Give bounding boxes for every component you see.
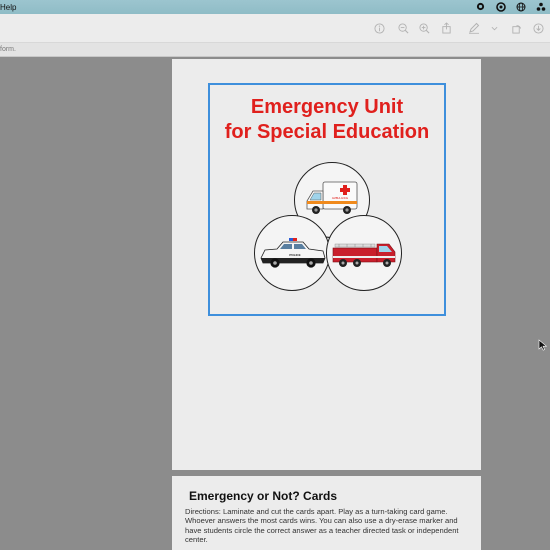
police-lettering: POLICE [289,253,301,257]
police-car-icon [255,216,330,291]
rotate-icon[interactable] [508,20,524,36]
menu-help[interactable]: Help [0,2,17,12]
zoom-out-icon[interactable] [395,20,411,36]
info-icon[interactable] [371,20,387,36]
cover-frame [208,83,446,316]
status-icons [475,1,546,12]
cover-title-line-1: Emergency Unit [250,96,404,118]
ambulance-lettering: AMBULANCE [331,197,349,200]
loop-icon[interactable] [495,1,506,12]
mouse-pointer-icon [538,339,548,351]
page2-directions: Directions: Laminate and cut the cards apart. Play as a turn-taking card game. Whoever answers the most cards wins. You can also use a dry-erase marker and have students circle the correct answer as a teacher directed task or independent center. [185,507,459,544]
globe-icon[interactable] [515,1,526,12]
cover-title [210,95,444,145]
chevron-down-icon[interactable] [486,20,502,36]
record-icon[interactable] [475,1,486,12]
info-strip [0,43,550,57]
page2-title: Emergency or Not? Cards [189,489,338,503]
fire-truck-circle [326,215,402,291]
police-car-circle [254,215,330,291]
document-page-cover[interactable] [172,59,481,470]
annotate-circle-icon[interactable] [530,20,546,36]
dots-cluster-icon[interactable] [535,1,546,12]
share-icon[interactable] [438,20,454,36]
cover-title-line-2: for Special Education [224,121,430,143]
window-toolbar [0,14,550,43]
zoom-in-icon[interactable] [416,20,432,36]
markup-pen-icon[interactable] [466,20,482,36]
menu-bar [0,0,550,14]
fire-truck-icon [327,216,402,291]
info-strip-text: form. [0,46,16,53]
document-page-cards[interactable] [172,476,481,550]
